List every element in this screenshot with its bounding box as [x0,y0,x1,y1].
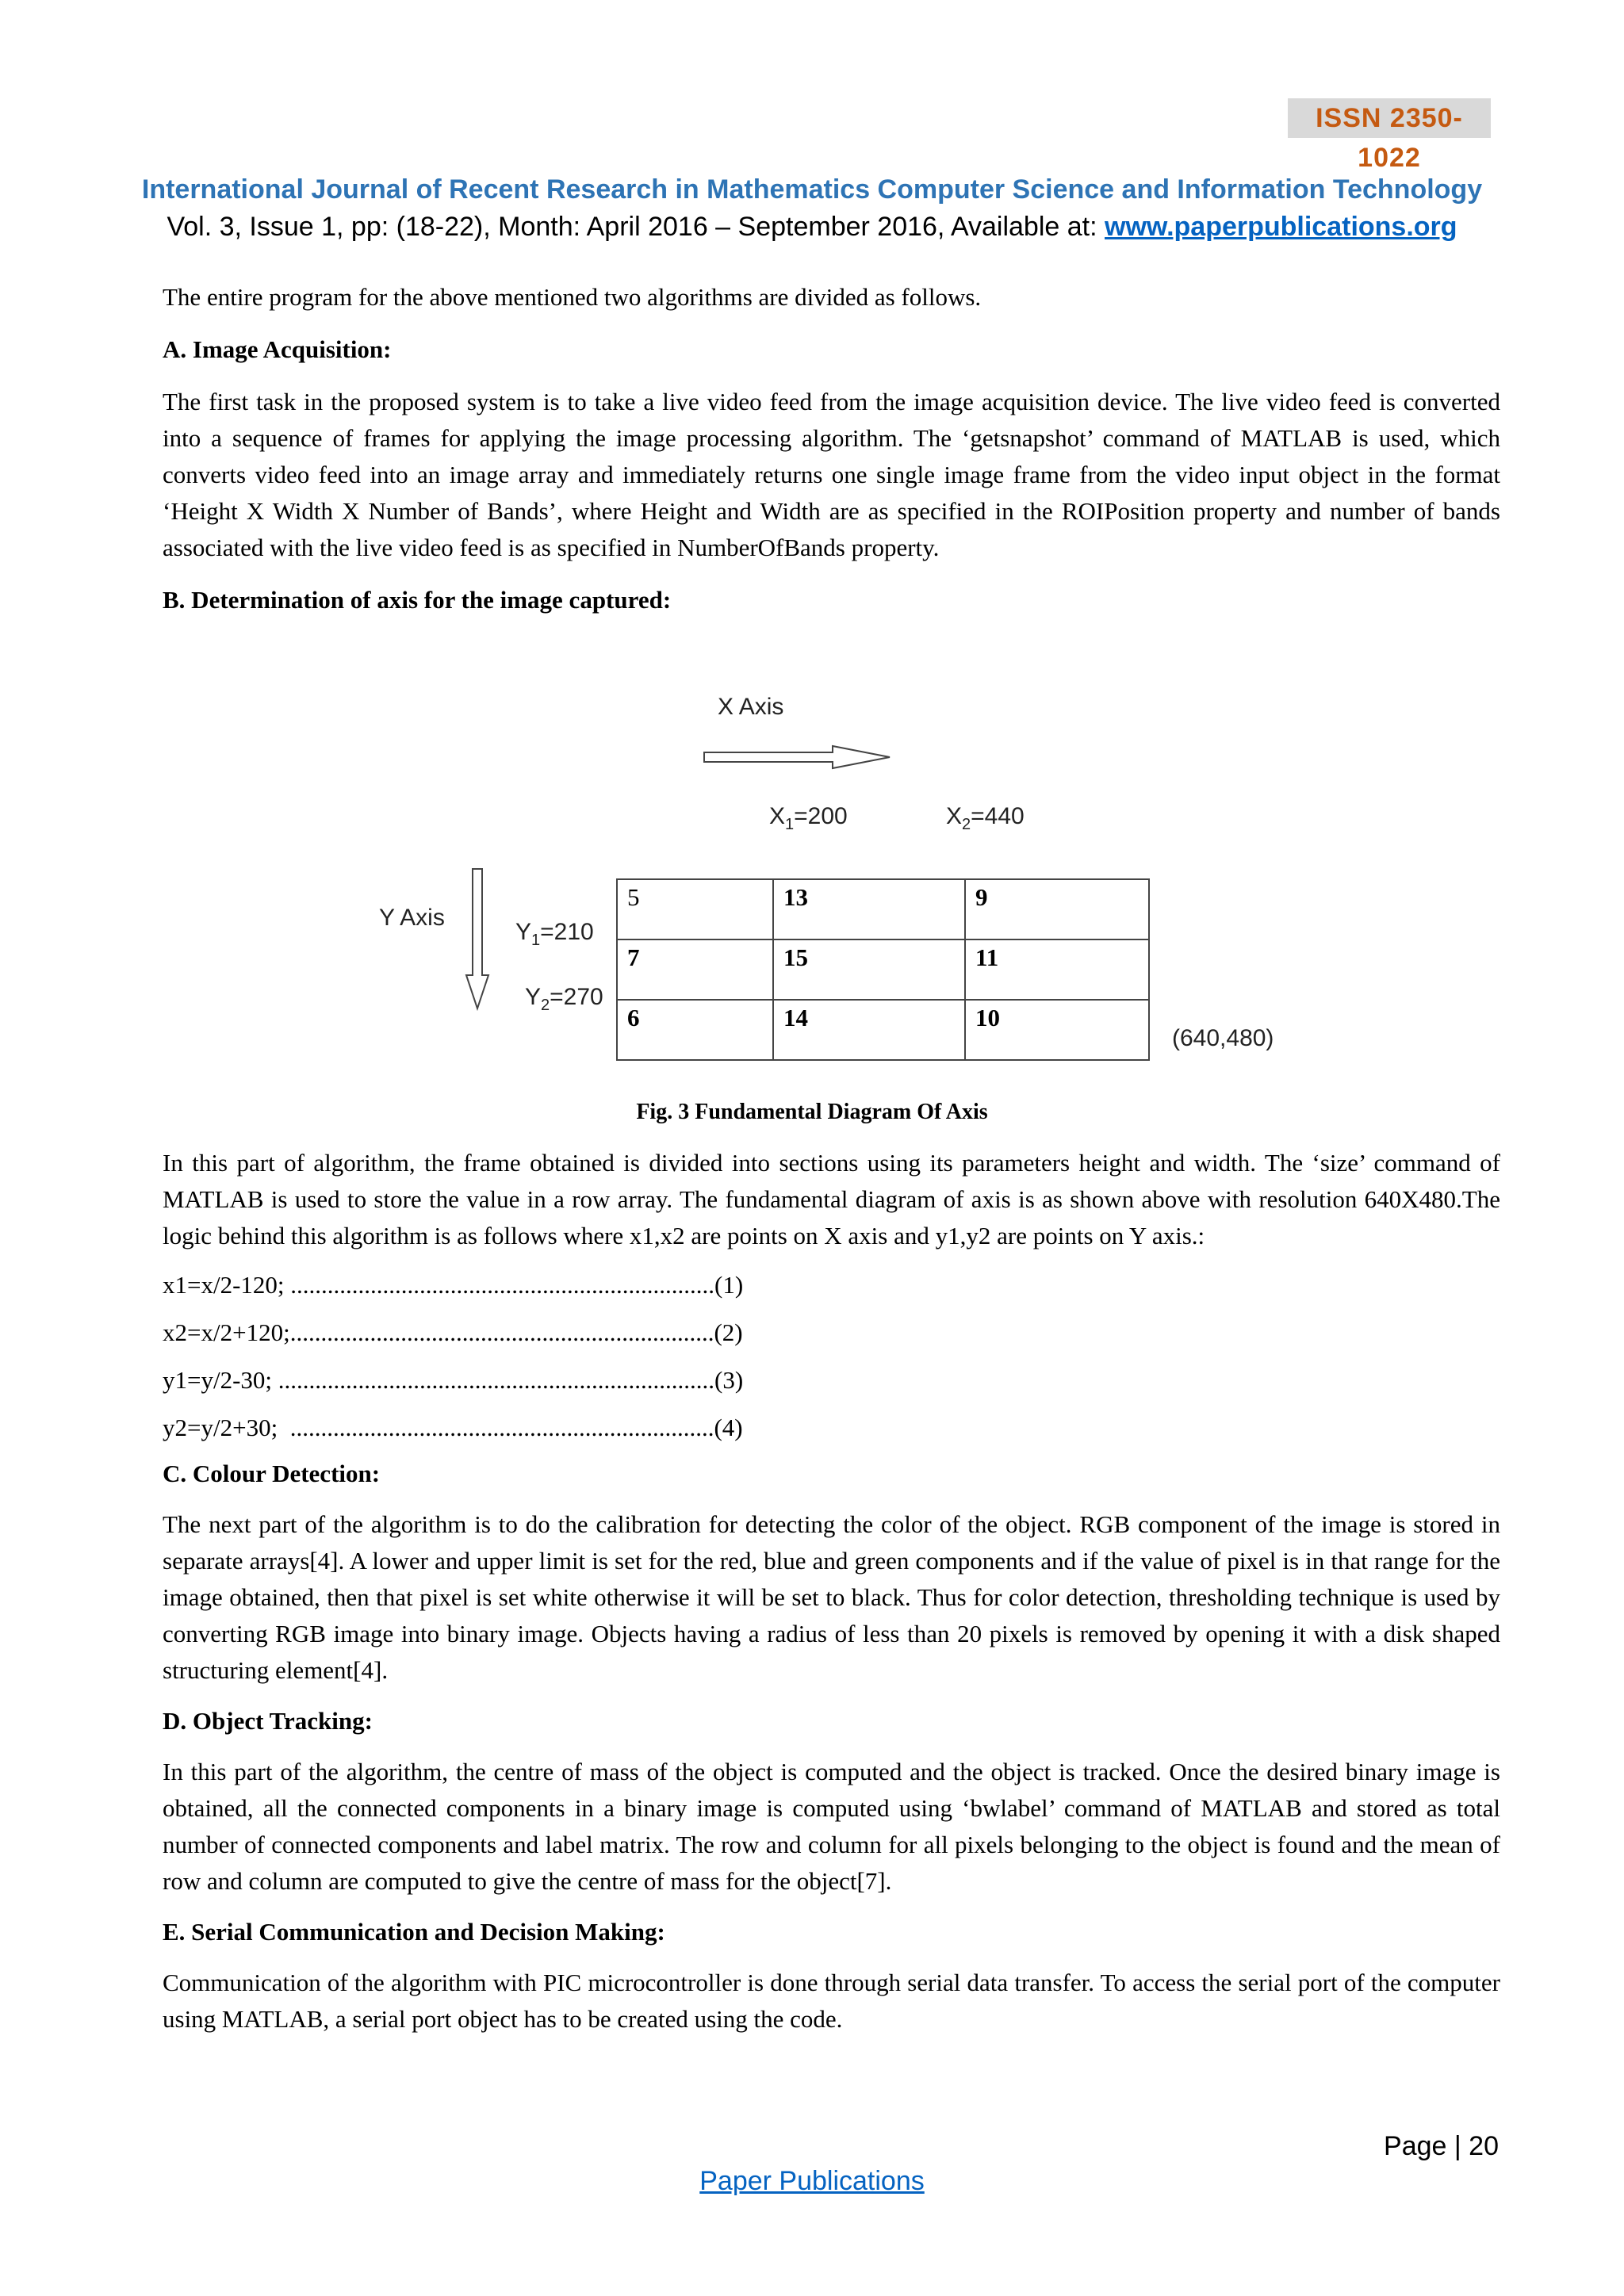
section-d-heading: D. Object Tracking: [163,1707,373,1735]
intro-paragraph: The entire program for the above mentioned two algorithms are divided as follows. [163,283,982,311]
section-e-heading: E. Serial Communication and Decision Making: [163,1918,665,1946]
grid-cell: 15 [773,939,965,1000]
grid-row [617,939,1149,1000]
grid-cell: 10 [965,1000,1149,1060]
x-axis-arrow-icon [698,741,896,773]
issn-badge: ISSN 2350-1022 [1288,98,1491,138]
grid-cell: 9 [965,879,1149,939]
y2-label: $Y_2=270$ [525,984,603,1014]
resolution-label: (640,480) [1172,1025,1274,1051]
body-bottom [163,1145,1500,2038]
section-e-paragraph: Communication of the algorithm with PIC microcontroller is done through serial data transfer. To access the serial port of the computer using MATLAB, a serial port object has to be created using the code. [163,1969,1500,2033]
publisher-link[interactable]: Paper Publications [699,2166,925,2196]
section-a-paragraph: The first task in the proposed system is to take a live video feed from the image acquisition device. The live video feed is converted into a sequence of frames for applying the image processing algorithm. The ‘getsnapshot’ command of MATLAB is used, which converts video feed into an image array and immediately returns one single image frame from the video input object in the format ‘Height X Width X Number of Bands’, where Height and Width are as specified in the ROIPosition property and number of bands associated with the live video feed is as specified in NumberOfBands property. [163,388,1500,561]
grid-cell: 13 [773,879,965,939]
equation-2: x2=x/2+120;.....................................................................(2) [163,1318,743,1346]
region-grid [616,878,1150,1061]
x2-label: $X_2=440$ [946,803,1025,833]
section-a-heading: A. Image Acquisition: [163,335,392,363]
volume-text: Vol. 3, Issue 1, pp: (18-22), Month: April 2016 – September 2016, Available at: [167,212,1105,242]
equation-3: y1=y/2-30; .......................................................................(3) [163,1366,744,1394]
section-b-paragraph: In this part of algorithm, the frame obtained is divided into sections using its parameters height and width. The ‘size’ command of MATLAB is used to store the value in a row array. The fundamental diagram of axis is as shown above with resolution 640X480.The logic behind this algorithm is as follows where x1,x2 are points on X axis and y1,y2 are points on Y axis.: [163,1149,1500,1249]
figure-caption: Fig. 3 Fundamental Diagram Of Axis [636,1100,988,1124]
grid-row [617,879,1149,939]
section-c-paragraph: The next part of the algorithm is to do the calibration for detecting the color of the object. RGB component of the image is stored in separate arrays[4]. A lower and upper limit is set for the red, blue and green components and if the value of pixel is in that range for the image obtained, then that pixel is set white otherwise it will be set to black. Thus for color detection, thresholding technique is used by converting RGB image into binary image. Objects having a radius of less than 20 pixels is removed by opening it with a disk shaped structuring element[4]. [163,1510,1500,1684]
journal-url-link[interactable]: www.paperpublications.org [1105,212,1457,242]
page-number: Page | 20 [1384,2131,1499,2161]
equation-4: y2=y/2+30; .....................................................................(4) [163,1414,743,1441]
equation-list [163,1267,1500,1446]
grid-cell: 6 [617,1000,773,1060]
publisher-footer [0,2163,1624,2199]
grid-cell: 7 [617,939,773,1000]
y1-label: $Y_1=210$ [515,919,594,949]
section-b-heading: B. Determination of axis for the image captured: [163,586,672,614]
section-d-paragraph: In this part of the algorithm, the centre of mass of the object is computed and the object is tracked. Once the desired binary image is obtained, all the connected components in a binary image is computed using ‘bwlabel’ command of MATLAB and stored as total number of connected components and label matrix. The row and column for all pixels belonging to the object is found and the mean of row and column are computed to give the centre of mass for the object[7]. [163,1758,1500,1895]
grid-row [617,1000,1149,1060]
section-c-heading: C. Colour Detection: [163,1460,381,1487]
grid-cell: 14 [773,1000,965,1060]
grid-cell: 11 [965,939,1149,1000]
journal-title: International Journal of Recent Research in Mathematics Computer Science and Information Technology [141,174,1483,205]
equation-1: x1=x/2-120; .....................................................................(1) [163,1271,744,1299]
grid-cell: 5 [617,879,773,939]
journal-volume-line [0,208,1624,246]
x1-label: $X_1=200$ [769,803,848,833]
y-axis-label: Y Axis [379,905,445,931]
y-axis-arrow-icon [460,864,495,1015]
x-axis-label: X Axis [718,694,784,720]
body-top [163,279,1500,618]
